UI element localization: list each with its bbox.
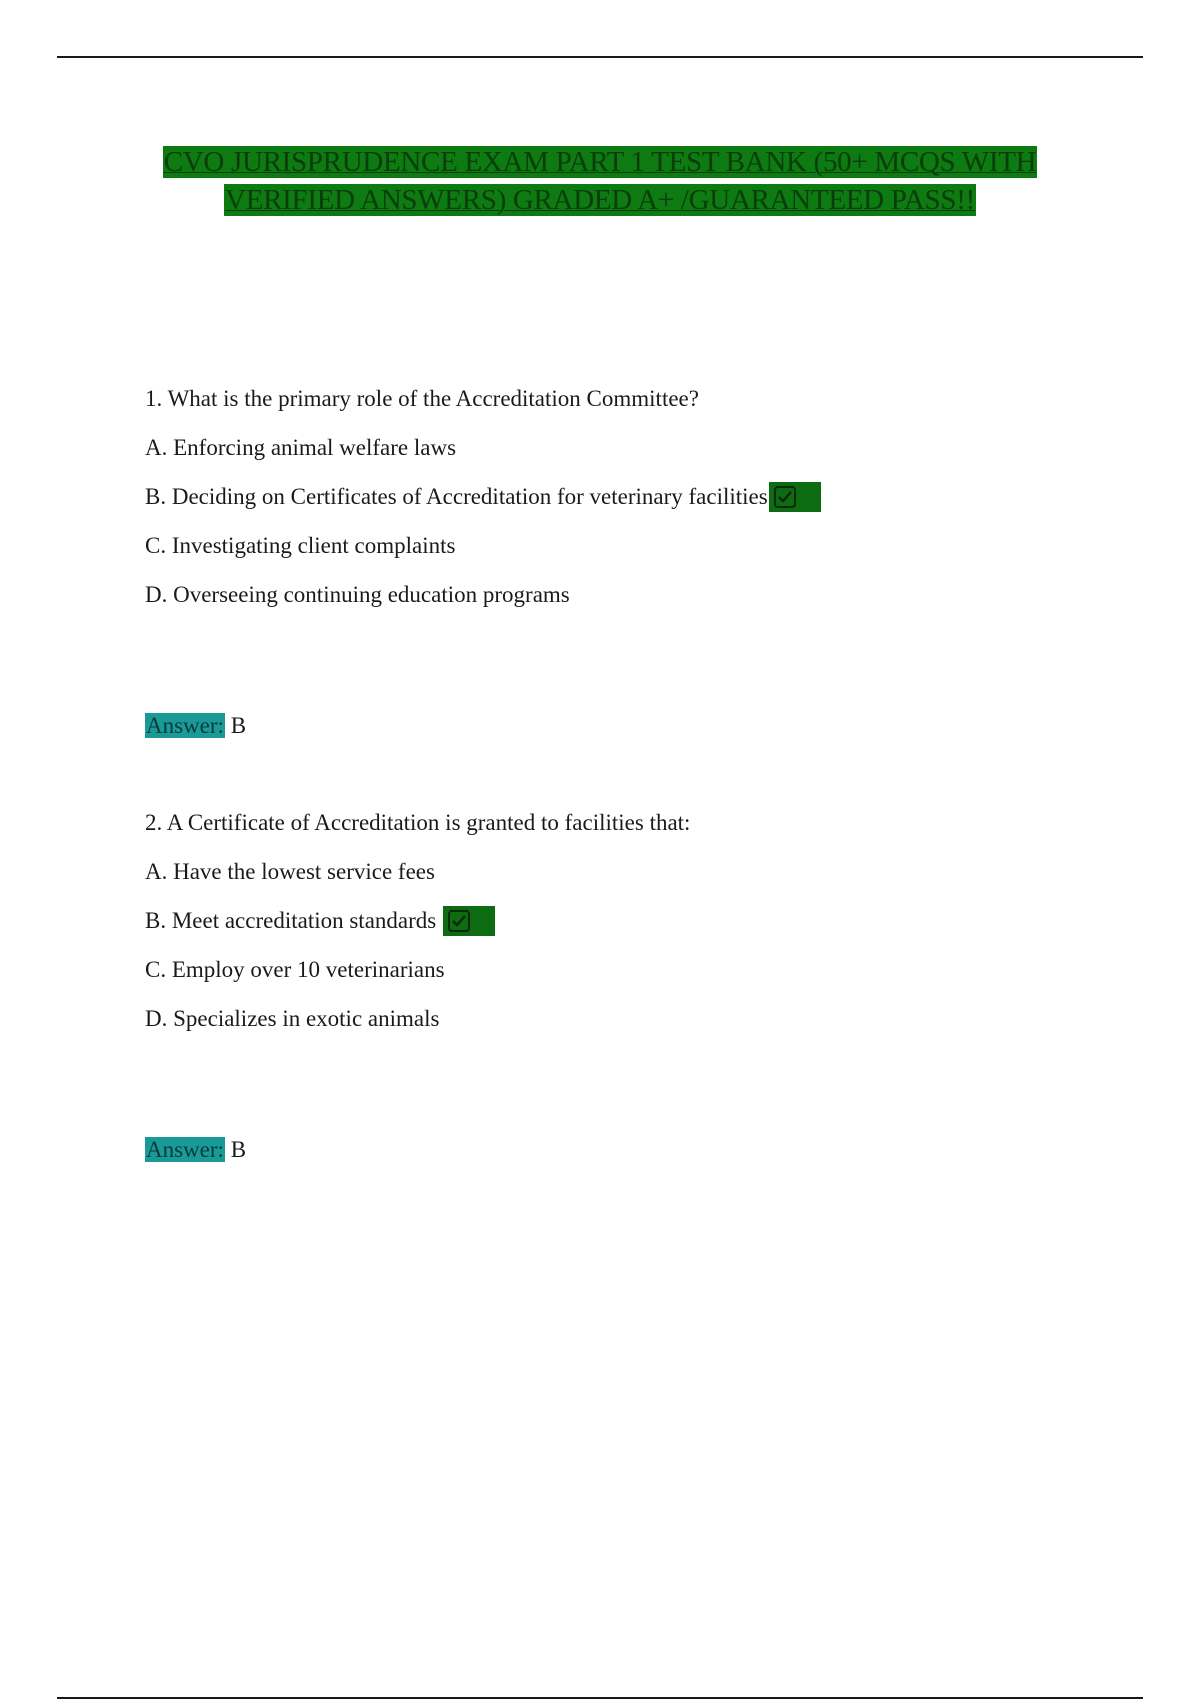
- answer-label: Answer:: [146, 1137, 224, 1162]
- bottom-rule: [57, 1697, 1143, 1699]
- option-c: C. Investigating client complaints: [145, 533, 456, 558]
- option-a: A. Have the lowest service fees: [145, 859, 435, 884]
- title-line-2: VERIFIED ANSWERS) GRADED A+ /GUARANTEED PASS!!: [225, 184, 975, 216]
- answer-value: B: [230, 1137, 247, 1162]
- question-prompt: 1. What is the primary role of the Accreditation Committee?: [145, 386, 699, 411]
- top-rule: [57, 56, 1143, 58]
- option-d: D. Overseeing continuing education programs: [145, 582, 570, 607]
- option-d: D. Specializes in exotic animals: [145, 1006, 440, 1031]
- option-b: [145, 896, 690, 945]
- answer-value: B: [230, 713, 247, 738]
- option-label: B. Deciding on Certificates of Accreditation for veterinary facilities: [145, 484, 768, 509]
- document-title: [100, 143, 1100, 219]
- question-1: [145, 374, 821, 619]
- checkbox-check-icon: [769, 482, 821, 512]
- checkbox-check-icon: [443, 906, 495, 936]
- question-2: [145, 798, 690, 1043]
- title-line-1: CVO JURISPRUDENCE EXAM PART 1 TEST BANK (50+ MCQS WITH: [163, 146, 1037, 178]
- option-c: C. Employ over 10 veterinarians: [145, 957, 445, 982]
- question-prompt: 2. A Certificate of Accreditation is granted to facilities that:: [145, 810, 691, 835]
- option-a: A. Enforcing animal welfare laws: [145, 435, 457, 460]
- answer-label: Answer:: [146, 713, 224, 738]
- option-label: B. Meet accreditation standards: [145, 908, 437, 933]
- answer-2: [145, 1135, 246, 1165]
- option-b: [145, 472, 821, 521]
- answer-1: [145, 711, 246, 741]
